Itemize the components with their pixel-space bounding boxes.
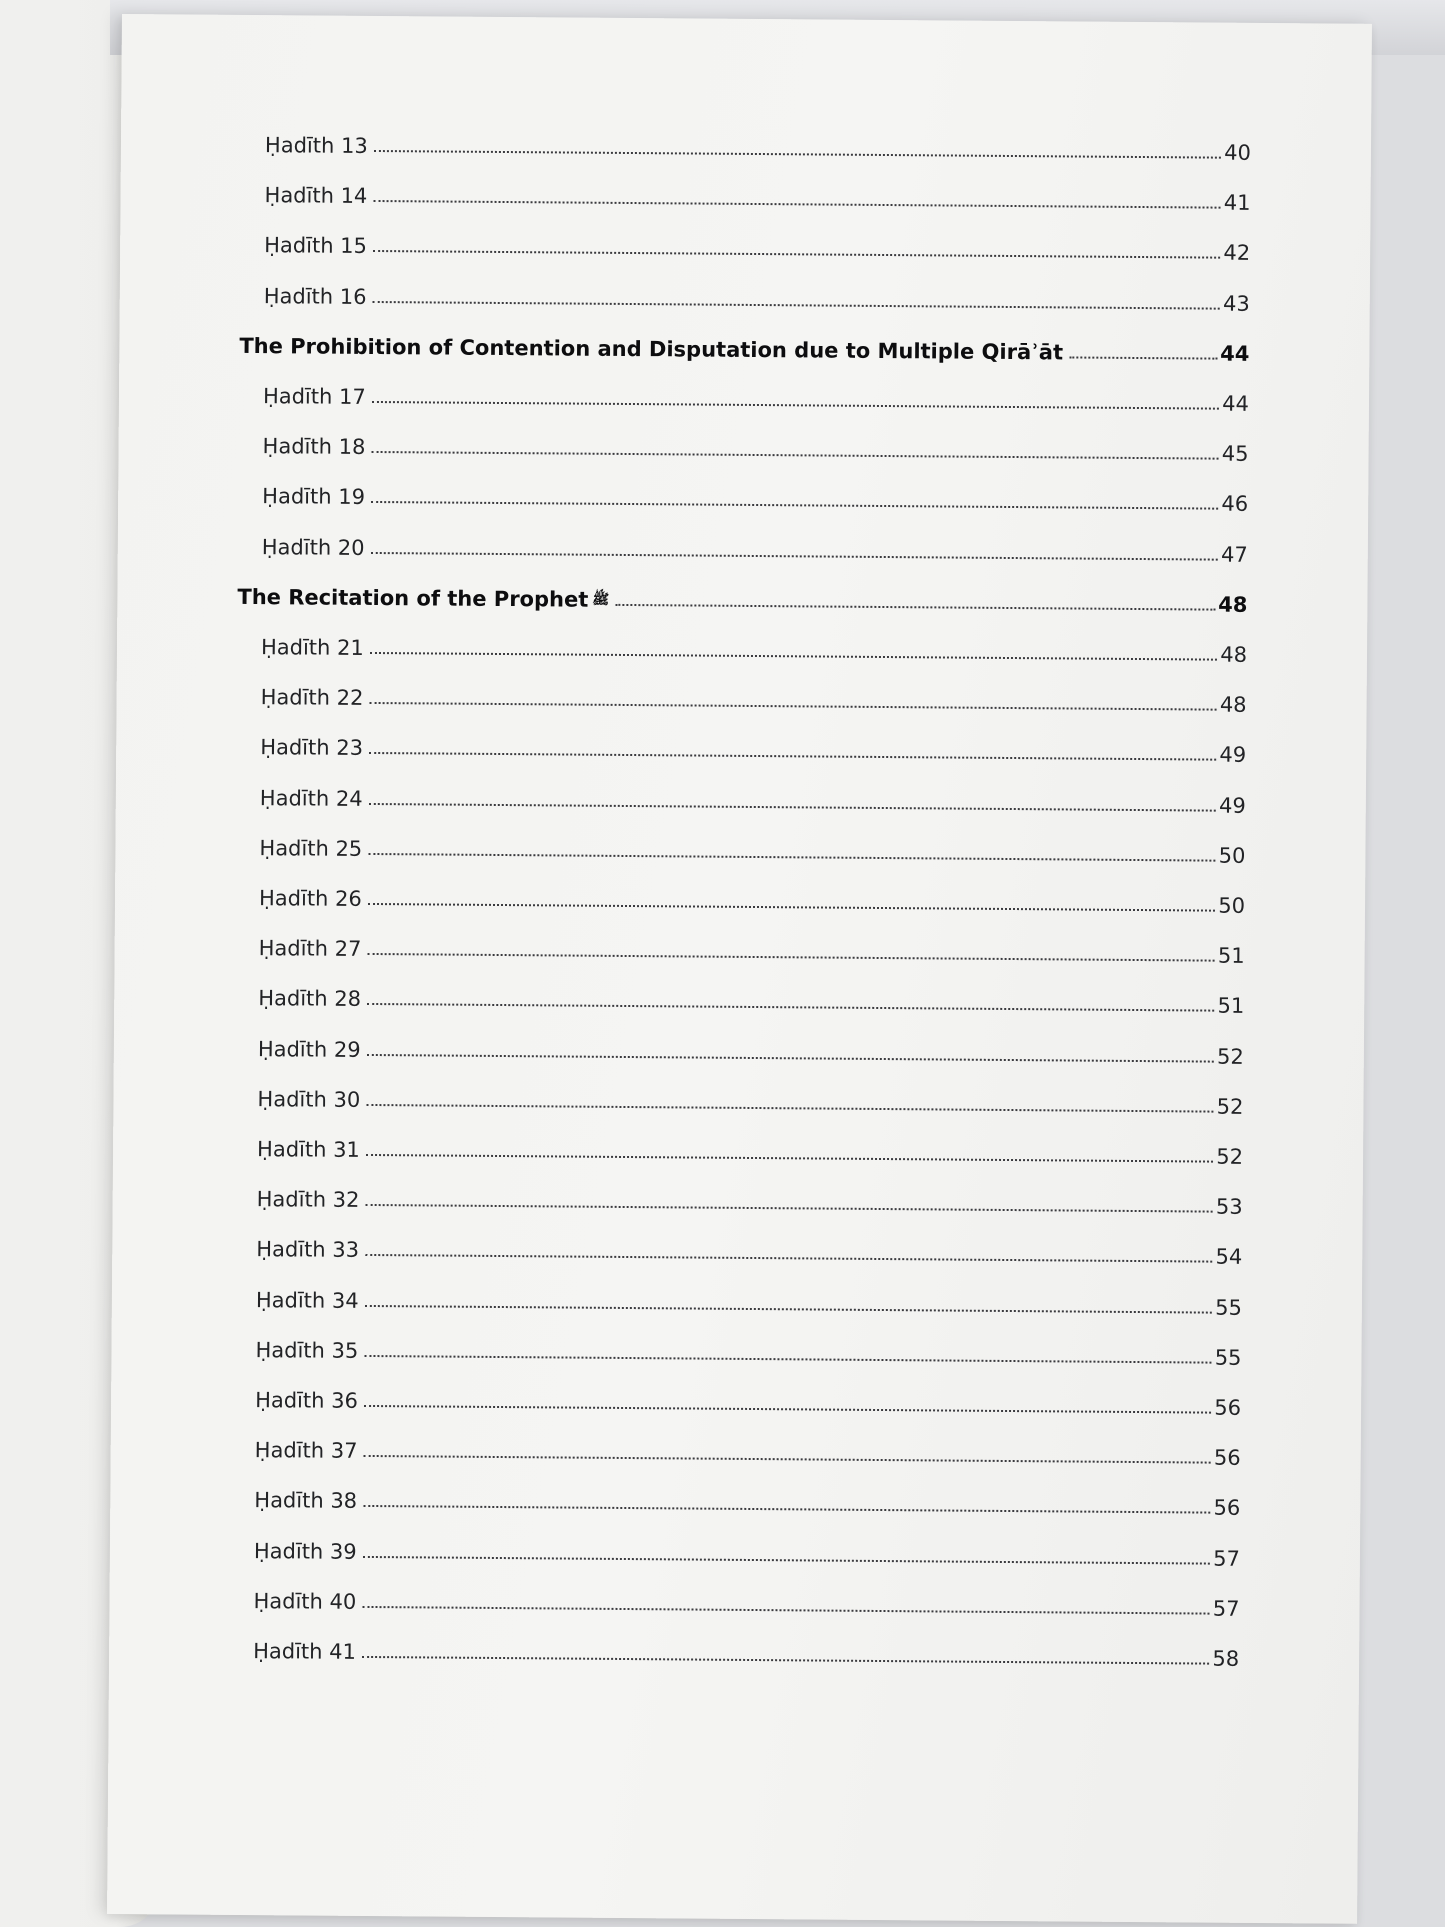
toc-entry (254, 1482, 1240, 1520)
toc-entry-label (258, 1037, 367, 1062)
toc-dot-leader (369, 803, 1216, 812)
toc-entry (264, 177, 1250, 215)
toc-entry (255, 1332, 1241, 1370)
toc-dot-leader (363, 1455, 1210, 1464)
toc-dot-leader (373, 200, 1220, 209)
toc-entry (261, 679, 1247, 717)
toc-page-number: 56 (1213, 1496, 1241, 1521)
toc-page-number: 49 (1218, 793, 1246, 818)
toc-entry-title: Ḥadīth 23 (260, 735, 364, 761)
toc-entry-title: Ḥadīth 17 (262, 384, 366, 409)
toc-entry-title: Ḥadīth 36 (255, 1388, 358, 1413)
toc-entry (257, 1081, 1243, 1119)
toc-dot-leader (372, 401, 1219, 410)
toc-dot-leader (366, 1154, 1213, 1163)
toc-page-number: 48 (1218, 592, 1248, 617)
toc-dot-leader (362, 1656, 1209, 1665)
toc-page (107, 14, 1372, 1924)
toc-entry-label (253, 1639, 362, 1664)
toc-entry (258, 980, 1244, 1018)
toc-page-number: 50 (1218, 843, 1246, 868)
toc-dot-leader (367, 953, 1214, 962)
toc-page-number: 54 (1215, 1245, 1243, 1270)
toc-dot-leader (365, 1204, 1212, 1213)
toc-entry (260, 729, 1246, 767)
toc-dot-leader (362, 1606, 1209, 1615)
toc-entry-label (260, 735, 369, 760)
toc-entry-title: Ḥadīth 40 (253, 1588, 357, 1614)
toc-entry-title: The Prohibition of Contention and Disputation due to Multiple Qirāʾāt (239, 333, 1064, 365)
toc-page-number: 51 (1217, 994, 1245, 1019)
toc-entry (259, 880, 1245, 918)
toc-entry-title: Ḥadīth 26 (258, 886, 362, 911)
toc-dot-leader (371, 552, 1218, 561)
toc-page-number: 48 (1219, 692, 1247, 718)
toc-entry (254, 1533, 1240, 1571)
toc-dot-leader (364, 1405, 1211, 1414)
toc-page-number: 42 (1223, 241, 1251, 266)
toc-dot-leader (368, 903, 1215, 912)
toc-dot-leader (369, 702, 1216, 711)
toc-page-number: 57 (1212, 1596, 1240, 1621)
toc-page-number: 41 (1223, 190, 1251, 216)
toc-entry-label (255, 1388, 364, 1413)
toc-entry-label (256, 1288, 365, 1313)
toc-page-number: 40 (1224, 140, 1252, 165)
toc-entry (255, 1382, 1241, 1420)
toc-entry-label (253, 1589, 362, 1614)
toc-entry-label (265, 133, 374, 158)
toc-dot-leader (363, 1556, 1210, 1565)
toc-entry-title: The Recitation of the Prophet (237, 584, 589, 612)
honorific-mark: ﷺ (592, 591, 610, 608)
toc-dot-leader (368, 853, 1215, 862)
toc-page-number: 44 (1222, 391, 1250, 416)
toc-page-number: 50 (1218, 893, 1246, 918)
toc-entry-title: Ḥadīth 27 (258, 936, 362, 962)
toc-entry-title: Ḥadīth 34 (255, 1287, 359, 1313)
toc-entry-label (264, 183, 373, 208)
toc-entry-label (258, 986, 367, 1011)
toc-entry-label (237, 585, 615, 612)
toc-entry-label (259, 936, 368, 961)
toc-page-number: 47 (1220, 542, 1248, 567)
toc-entry-label (260, 786, 369, 811)
toc-entry-label (259, 836, 368, 861)
toc-entry-label (257, 1137, 366, 1162)
toc-entry (262, 479, 1248, 517)
toc-entry-title: Ḥadīth 33 (256, 1237, 360, 1263)
toc-entry-title: Ḥadīth 16 (263, 283, 367, 309)
toc-page-number: 52 (1216, 1094, 1244, 1119)
toc-entry-label (257, 1187, 366, 1212)
toc-entry-label (262, 485, 371, 510)
toc-entry-title: Ḥadīth 21 (260, 635, 364, 660)
toc-page-number: 51 (1217, 943, 1245, 969)
toc-page-number: 55 (1215, 1295, 1242, 1320)
toc-page-number: 45 (1221, 441, 1249, 467)
toc-entry-title: Ḥadīth 14 (264, 183, 368, 209)
toc-entry (253, 1633, 1239, 1671)
toc-page-number: 52 (1216, 1144, 1244, 1169)
toc-entry-title: Ḥadīth 39 (253, 1538, 357, 1564)
toc-entry (261, 629, 1247, 667)
toc-page-number: 56 (1213, 1445, 1241, 1471)
toc-entry (258, 1031, 1244, 1069)
toc-page-number: 58 (1212, 1646, 1240, 1671)
toc-entry-label (264, 234, 373, 259)
toc-page-number: 52 (1217, 1044, 1244, 1069)
toc-entry-label (261, 635, 370, 660)
toc-dot-leader (363, 1505, 1210, 1514)
toc-page-number: 48 (1220, 642, 1248, 667)
toc-entry-title: Ḥadīth 18 (262, 434, 366, 460)
toc-entry-title: Ḥadīth 38 (254, 1488, 358, 1514)
toc-entry (259, 930, 1245, 968)
toc-dot-leader (373, 250, 1220, 259)
toc-dot-leader (366, 1104, 1213, 1113)
toc-entry-title: Ḥadīth 25 (259, 835, 363, 861)
toc-entry-title: Ḥadīth 29 (257, 1036, 361, 1062)
toc-entry-label (254, 1488, 363, 1513)
toc-dot-leader (1069, 356, 1217, 359)
toc-entry-title: Ḥadīth 15 (264, 233, 368, 259)
toc-entry-title: Ḥadīth 20 (261, 534, 365, 560)
toc-page-number: 53 (1215, 1194, 1243, 1220)
toc-entry-label (264, 284, 373, 309)
toc-entry (264, 278, 1250, 316)
toc-entry-title: Ḥadīth 35 (255, 1337, 359, 1363)
toc-page-number: 44 (1220, 341, 1250, 366)
toc-entry-label (256, 1237, 365, 1262)
toc-entry-label (257, 1087, 366, 1112)
toc-page-number: 49 (1219, 743, 1247, 768)
toc-entry (260, 780, 1246, 818)
toc-entry-label (259, 886, 368, 911)
toc-entry-label (255, 1438, 364, 1463)
toc-dot-leader (365, 1254, 1212, 1263)
toc-entry-title: Ḥadīth 32 (256, 1187, 360, 1213)
toc-dot-leader (371, 451, 1218, 460)
toc-dot-leader (367, 1054, 1214, 1063)
toc-dot-leader (371, 501, 1218, 510)
toc-dot-leader (364, 1355, 1211, 1364)
toc-entry-label (263, 434, 372, 459)
toc-section-heading (237, 579, 1247, 617)
toc-entry (262, 529, 1248, 567)
toc-dot-leader (615, 604, 1215, 611)
toc-entry-label (254, 1539, 363, 1564)
toc-entry (265, 127, 1251, 165)
toc-entry (256, 1282, 1242, 1320)
toc-page-number: 46 (1221, 492, 1249, 517)
toc-entry-title: Ḥadīth 22 (260, 685, 364, 711)
toc-entry-title: Ḥadīth 24 (259, 785, 363, 811)
toc-entry (263, 428, 1249, 466)
toc-entry-title: Ḥadīth 19 (262, 484, 366, 510)
toc-entry-title: Ḥadīth 28 (258, 986, 362, 1012)
toc-entry (256, 1231, 1242, 1269)
toc-entry (259, 830, 1245, 868)
toc-entry (257, 1181, 1243, 1219)
toc-page-number: 55 (1214, 1345, 1242, 1370)
toc-entry (263, 378, 1249, 416)
toc-dot-leader (373, 301, 1220, 310)
toc-entry (255, 1432, 1241, 1470)
toc-entry (264, 228, 1250, 266)
toc-entry-label (255, 1338, 364, 1363)
toc-page-number: 56 (1214, 1395, 1242, 1420)
toc-entry (257, 1131, 1243, 1169)
toc-page-number: 57 (1213, 1546, 1240, 1571)
toc-entry (253, 1583, 1239, 1621)
toc-dot-leader (370, 652, 1217, 661)
toc-dot-leader (369, 752, 1216, 761)
toc-entry-title: Ḥadīth 37 (254, 1438, 358, 1464)
toc-entry-title: Ḥadīth 41 (253, 1639, 357, 1664)
toc-dot-leader (374, 150, 1221, 159)
toc-entry-title: Ḥadīth 31 (256, 1137, 360, 1162)
toc-entry-label (263, 384, 372, 409)
toc-entry-title: Ḥadīth 30 (257, 1086, 361, 1112)
toc-page-number: 43 (1222, 291, 1250, 316)
toc-entry-label (262, 535, 371, 560)
toc-entry-label (261, 685, 370, 710)
toc-entry-title: Ḥadīth 13 (264, 133, 368, 158)
toc-entry-label (239, 334, 1069, 365)
toc-section-heading (239, 328, 1249, 366)
toc-dot-leader (367, 1003, 1214, 1012)
toc-dot-leader (365, 1305, 1212, 1314)
